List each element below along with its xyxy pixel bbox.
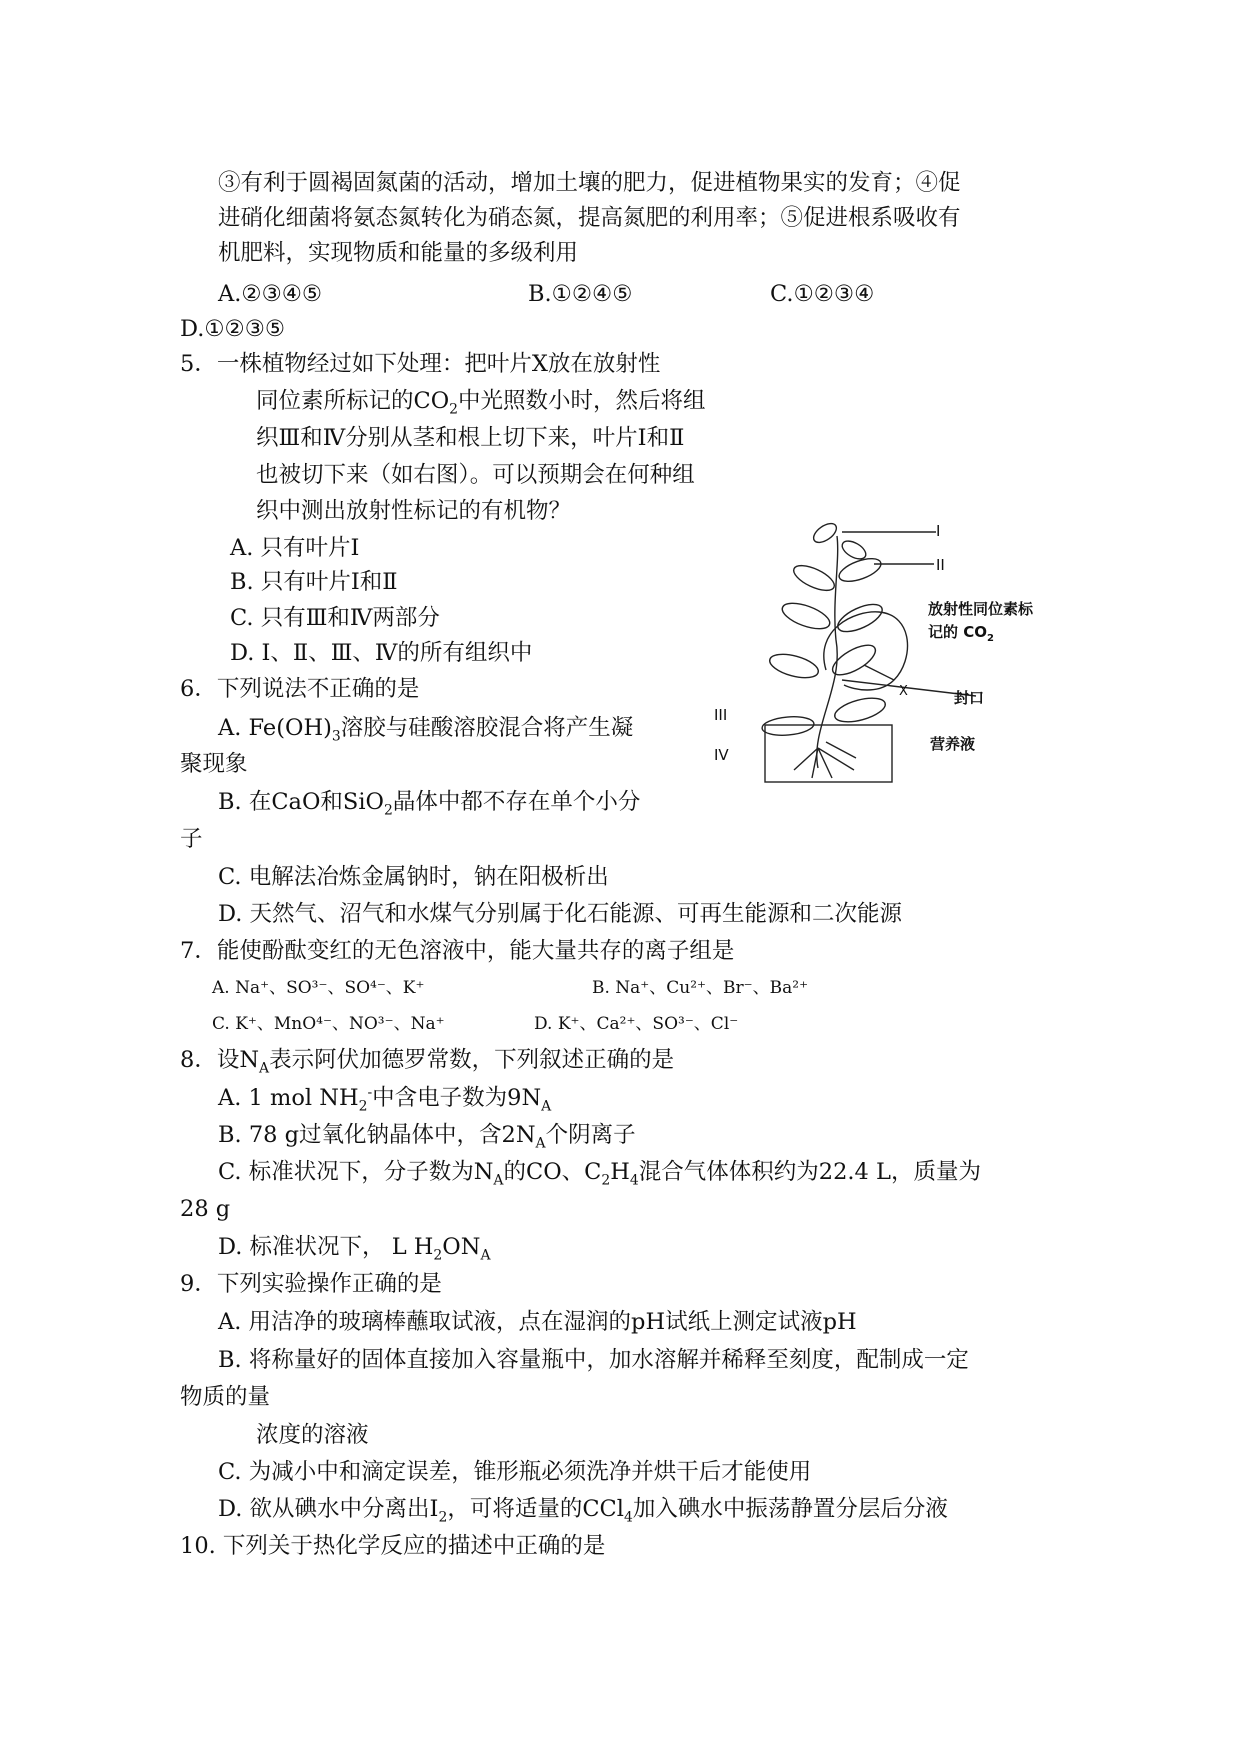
question-stem: 7．能使酚酞变红的无色溶液中，能大量共存的离子组是 xyxy=(180,938,735,964)
option-d: D. 天然气、沼气和水煤气分别属于化石能源、可再生能源和二次能源 xyxy=(218,901,903,927)
question-stem: 10. 下列关于热化学反应的描述中正确的是 xyxy=(180,1533,606,1559)
question-stem: 9．下列实验操作正确的是 xyxy=(180,1271,442,1297)
option-a: A.②③④⑤ xyxy=(218,281,323,307)
option-c-continued: 28 g xyxy=(180,1196,231,1222)
question-stem: 同位素所标记的$CO_2$中光照数小时，然后将组 xyxy=(256,388,706,418)
option-c: C. 标准状况下，分子数为$N_A$的CO、$C_2H_4$混合气体体积约为22.4 L，质量为 xyxy=(218,1159,981,1189)
question-stem: 6．下列说法不正确的是 xyxy=(180,676,420,702)
option-b-continued: 子 xyxy=(180,826,203,852)
option-a: A. 1 mol $NH_2^-$中含电子数为$9N_A$ xyxy=(218,1084,552,1115)
option-a-continued: 聚现象 xyxy=(180,751,248,777)
option-d: D. K⁺、Ca²⁺、SO³⁻、Cl⁻ xyxy=(534,1014,739,1034)
label-radioactive-gas-2: 记的 $CO_2$ xyxy=(928,623,994,644)
option-d: D. 标准状况下， L $H_2ON_A$ xyxy=(218,1234,491,1264)
label-tissue-3: III xyxy=(714,706,728,724)
option-b-continued: 浓度的溶液 xyxy=(256,1422,369,1448)
option-d: D.①②③⑤ xyxy=(180,316,286,342)
label-leaf-2: II xyxy=(936,556,945,574)
option-b: B. 将称量好的固体直接加入容量瓶中，加水溶解并稀释至刻度，配制成一定 xyxy=(218,1347,969,1373)
question-stem: 织中测出放射性标记的有机物？ xyxy=(256,498,572,524)
option-b: B. 只有叶片Ⅰ和Ⅱ xyxy=(230,569,398,595)
option-d: D. Ⅰ、Ⅱ、Ⅲ、Ⅳ的所有组织中 xyxy=(230,640,533,666)
option-c: C. 为减小中和滴定误差，锥形瓶必须洗净并烘干后才能使用 xyxy=(218,1459,812,1485)
question-stem: 8．设$N_A$表示阿伏加德罗常数，下列叙述正确的是 xyxy=(180,1047,675,1077)
text-line: 进硝化细菌将氨态氮转化为硝态氮，提高氮肥的利用率；⑤促进根系吸收有 xyxy=(218,205,961,231)
label-tissue-4: IV xyxy=(714,746,729,764)
label-seal: 封口 xyxy=(954,689,985,707)
option-d: D. 欲从碘水中分离出$I_2$，可将适量的CCl$_4$加入碘水中振荡静置分层后分液 xyxy=(218,1496,948,1526)
option-c: C. 电解法冶炼金属钠时，钠在阳极析出 xyxy=(218,864,609,890)
plant-diagram xyxy=(714,520,1074,790)
question-stem: 5．一株植物经过如下处理：把叶片X放在放射性 xyxy=(180,351,661,377)
option-b: B. Na⁺、Cu²⁺、Br⁻、Ba²⁺ xyxy=(592,978,809,998)
option-b: B. 在CaO和SiO$_2$晶体中都不存在单个小分 xyxy=(218,789,641,819)
option-c: C.①②③④ xyxy=(770,281,875,307)
label-leaf-1: I xyxy=(936,522,941,540)
option-b: B. 78 g过氧化钠晶体中，含$2N_A$个阴离子 xyxy=(218,1122,636,1152)
option-b-continued: 物质的量 xyxy=(180,1384,271,1410)
question-stem: 织Ⅲ和Ⅳ分别从茎和根上切下来，叶片Ⅰ和Ⅱ xyxy=(256,425,685,451)
label-radioactive-gas: 放射性同位素标 xyxy=(928,600,1034,618)
option-a: A. Na⁺、SO³⁻、SO⁴⁻、K⁺ xyxy=(212,978,425,998)
label-nutrient-solution: 营养液 xyxy=(930,735,976,753)
option-b: B.①②④⑤ xyxy=(528,281,633,307)
nutrient-container xyxy=(765,725,892,782)
text-line: ③有利于圆褐固氮菌的活动，增加土壤的肥力，促进植物果实的发育；④促 xyxy=(218,170,961,196)
text-line: 机肥料，实现物质和能量的多级利用 xyxy=(218,240,579,266)
label-leaf-x: X xyxy=(899,684,908,699)
option-a: A. $Fe(OH)_3$溶胶与硅酸溶胶混合将产生凝 xyxy=(218,715,634,745)
option-c: C. K⁺、MnO⁴⁻、NO³⁻、Na⁺ xyxy=(212,1014,445,1034)
question-stem: 也被切下来（如右图）。可以预期会在何种组 xyxy=(256,462,695,488)
option-a: A. 只有叶片Ⅰ xyxy=(230,535,360,561)
option-a: A. 用洁净的玻璃棒蘸取试液，点在湿润的pH试纸上测定试液pH xyxy=(218,1309,857,1335)
option-c: C. 只有Ⅲ和Ⅳ两部分 xyxy=(230,605,440,631)
